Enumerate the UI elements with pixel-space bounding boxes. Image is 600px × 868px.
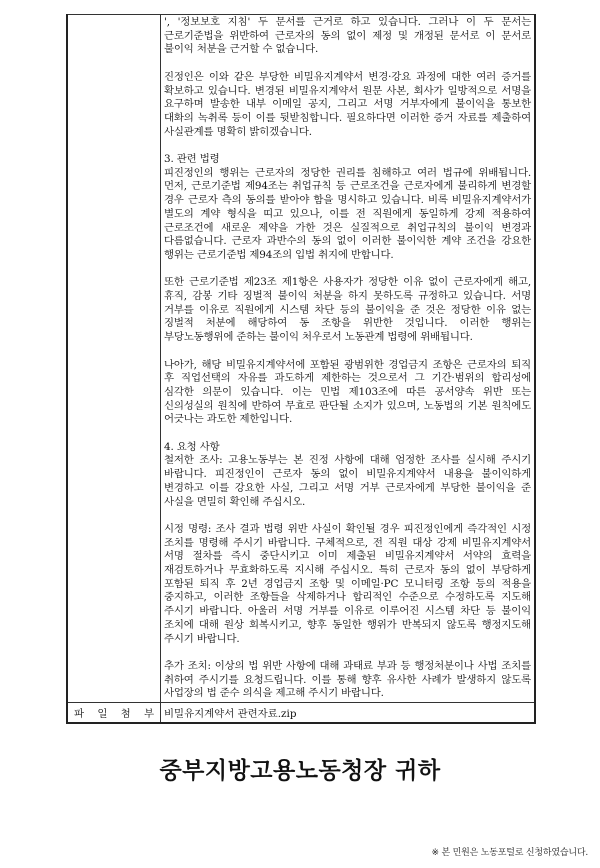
- addressee-title: 중부지방고용노동청장 귀하: [159, 758, 441, 784]
- section-heading-requests: 4. 요청 사항: [164, 440, 220, 453]
- submission-footnote: ※ 본 민원은 노동포털로 신청하였습니다.: [431, 848, 588, 858]
- complaint-form-table: [66, 14, 536, 724]
- paragraph-non-compete: 나아가, 해당 비밀유지계약서에 포함된 광범위한 경업금지 조항은 근로자의 퇴직 후 직업선택의 자유를 과도하게 제한하는 것으로서 그 기간·범위의 합리성에 심각한 의문이 있습니다. 이는 민법 제103조에 따른 공서양속 위반 또는 신의성실의 원칙에 반하여 무효로 판단될 소지가 있으며, 노동법의 기본 원칙에도 어긋나는 과도한 제한입니다.: [164, 358, 531, 426]
- paragraph-request-correction: 시정 명령: 조사 결과 법령 위반 사실이 확인될 경우 피진정인에게 즉각적인 시정 조치를 명령해 주시기 바랍니다. 구체적으로, 전 직원 대상 강제 비밀유지계약서 서명 절차를 즉시 중단시키고 이미 제출된 비밀유지계약서 서약의 효력을 재검토하거나 무효화하도록 지시해 주십시오. 특히 근로자 동의 없이 부당하게 포함된 퇴직 후 2년 경업금지 조항 및 이메일·PC 모니터링 조항 등의 적용을 중지하고, 이러한 조항들을 삭제하거나 합리적인 수준으로 수정하도록 지도해 주시기 바랍니다. 아울러 서명 거부를 이유로 이루어진 시스템 차단 등 불이익 조치에 대해 원상 회복시키고, 향후 동일한 행위가 반복되지 않도록 행정지도해 주시기 바랍니다.: [164, 522, 531, 645]
- paragraph-labor-standards-23: 또한 근로기준법 제23조 제1항은 사용자가 정당한 이유 없이 근로자에게 해고, 휴직, 감봉 기타 징벌적 불이익 처분을 하지 못하도록 규정하고 있습니다. 서명 거부를 이유로 직원에게 시스템 차단 등의 불이익을 준 것은 정당한 이유 없는 징벌적 처분에 해당하여 동 조항을 위반한 것입니다. 이러한 행위는 부당노동행위에 준하는 불이익 처우로서 노동관계 법령에 위배됩니다.: [164, 276, 531, 344]
- content-row: [67, 15, 535, 703]
- paragraph-request-investigation: 철저한 조사: 고용노동부는 본 진정 사항에 대해 엄정한 조사를 실시해 주시기 바랍니다. 피진정인이 근로자 동의 없이 비밀유지계약서 내용을 불이익하게 변경하고 이를 강요한 사실, 그리고 서명 거부 근로자에게 부당한 불이익을 준 사실을 면밀히 확인해 주십시오.: [164, 454, 531, 508]
- content-body-cell: [161, 15, 536, 703]
- attachment-label: [68, 705, 160, 720]
- attachment-label-char: 부: [143, 708, 154, 721]
- attachment-label-cell: [67, 703, 161, 724]
- paragraph-labor-standards-94: 피진정인의 행위는 근로자의 정당한 권리를 침해하고 여러 법규에 위배됩니다. 먼저, 근로기준법 제94조는 취업규칙 등 근로조건을 근로자에게 불리하게 변경할 경우 근로자 측의 동의를 받아야 함을 명시하고 있습니다. 비록 비밀유지계약서가 별도의 계약 형식을 띠고 있으나, 이를 전 직원에게 동일하게 강제 적용하여 근로조건에 새로운 제약을 가한 것은 실질적으로 취업규칙의 불이익 변경과 다름없습니다. 근로자 과반수의 동의 없이 이러한 불이익한 계약 조건을 강요한 행위는 근로기준법 제94조의 입법 취지에 반합니다.: [164, 166, 531, 261]
- paragraph-evidence: 진정인은 이와 같은 부당한 비밀유지계약서 변경·강요 과정에 대한 여러 증거를 확보하고 있습니다. 변경된 비밀유지계약서 원문 사본, 회사가 일방적으로 서명을 요구하며 발송한 내부 이메일 공지, 그리고 서명 거부자에게 불이익을 통보한 대화의 녹취록 등이 이를 뒷받침합니다. 필요하다면 이러한 증거 자료를 제출하여 사실관계를 명확히 밝히겠습니다.: [164, 70, 531, 138]
- attachment-label-char: 일: [97, 708, 108, 721]
- attachment-file-name[interactable]: 비밀유지계약서 관련자료.zip: [161, 703, 536, 724]
- content-label-cell: [67, 15, 161, 703]
- paragraph-request-additional: 추가 조치: 이상의 법 위반 사항에 대해 과태료 부과 등 행정처분이나 사법 조치를 취하여 주시기를 요청드립니다. 이를 통해 향후 유사한 사례가 발생하지 않도록 사업장의 법 준수 의식을 제고해 주시기 바랍니다.: [164, 659, 531, 700]
- attachment-label-char: 첨: [120, 708, 131, 721]
- paragraph-documents-basis: ', '정보보호 지침' 두 문서를 근거로 하고 있습니다. 그러나 이 두 문서는 근로기준법을 위반하여 근로자의 동의 없이 제정 및 개정된 문서로 이 문서로 불이익 처분을 근거할 수 없습니다.: [164, 16, 531, 56]
- attachment-label-char: 파: [74, 708, 85, 721]
- attachment-row: [67, 703, 535, 724]
- section-heading-related-laws: 3. 관련 법령: [164, 153, 220, 165]
